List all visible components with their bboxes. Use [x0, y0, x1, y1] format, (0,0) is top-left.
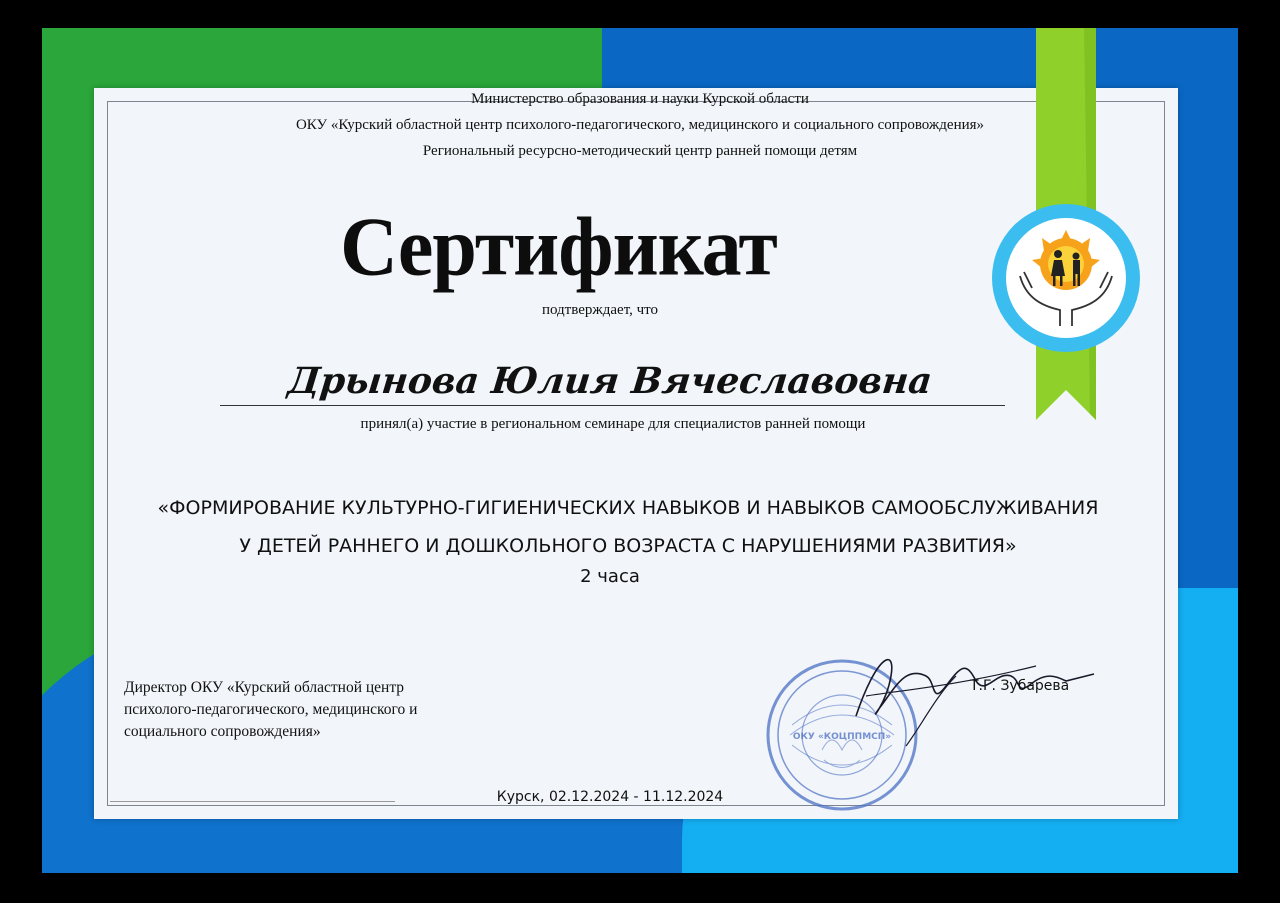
name-underline: [220, 405, 1005, 406]
seminar-title-line2: У ДЕТЕЙ РАННЕГО И ДОШКОЛЬНОГО ВОЗРАСТА С НАРУШЕНИЯМИ РАЗВИТИЯ»: [239, 535, 1017, 557]
director-title: [124, 677, 484, 743]
ministry-line: Министерство образования и науки Курской области: [471, 91, 809, 107]
organization-line: ОКУ «Курский областной центр психолого-педагогического, медицинского и социального сопровождения»: [295, 117, 985, 133]
seminar-title-line1: «ФОРМИРОВАНИЕ КУЛЬТУРНО-ГИГИЕНИЧЕСКИХ НАВЫКОВ И НАВЫКОВ САМООБСЛУЖИВАНИЯ: [157, 497, 1099, 519]
director-line3: социального сопровождения»: [124, 723, 321, 740]
signer-name: Т.Г. Зубарева: [970, 678, 1070, 694]
early-help-logo-icon: [990, 202, 1142, 354]
director-line1: Директор ОКУ «Курский областной центр: [124, 679, 405, 696]
stamp-text: ОКУ «КОЦППМСП»: [792, 732, 892, 742]
seminar-title: [0, 489, 1256, 565]
recipient-name: Дрынова Юлия Вячеславовна: [285, 360, 935, 402]
certificate-subtitle: подтверждает, что: [541, 302, 659, 318]
director-line2: психолого-педагогического, медицинского и: [124, 701, 418, 718]
seminar-hours: 2 часа: [580, 566, 640, 587]
participation-text: принял(а) участие в региональном семинаре для специалистов ранней помощи: [360, 416, 866, 432]
signature: [836, 636, 1106, 756]
place-and-date: Курск, 02.12.2024 - 11.12.2024: [496, 789, 724, 805]
certificate-title: Сертификат: [340, 200, 777, 294]
center-line: Региональный ресурсно-методический центр ранней помощи детям: [422, 143, 858, 159]
